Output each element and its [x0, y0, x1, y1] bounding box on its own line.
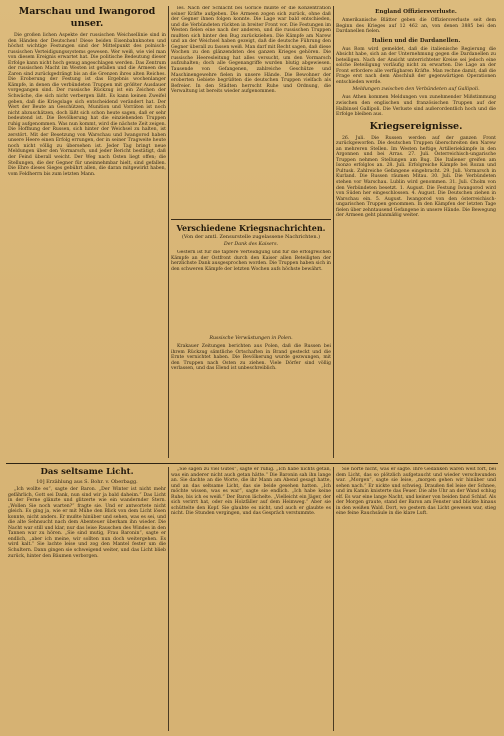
novel-byline: Erzählung aus S. Bohr. v. Oberbagg. [46, 479, 138, 485]
subhead-verwuestungen: Russische Verwüstungen in Polen. [209, 336, 293, 341]
section-subtitle: (Von der amtl. Zensurstelle zugelassene Nachrichten.) [181, 234, 321, 240]
feuilleton-rule [6, 463, 498, 464]
column-divider [168, 467, 169, 731]
article-body-italien: Aus Rom wird gemeldet, daß die italienische Regierung die Absicht habe, sich an der Unternehmung gegen die Dardanellen zu beteiligen. Nach der Ansicht unterrichteter Kreise sei jedoch eine solche Beteiligung vorläufig nicht zu erwarten. Die Lage an der Front erfordere alle verfügbaren Kräfte. Man rechne damit, daß die Frage erst nach dem Abschluß der gegenwärtigen Operationen entschieden werde. [336, 46, 496, 85]
article-body-warschau: Die großen lichen Aspekte der russischen Weichsellinie sind in den Händen der Deutschen! Diese beiden Eisenbahnknoten und höchst wichtige Festungen sind der Mittelpunkt des polnisch-russischen Verteidigungssystems gewesen. Wer weiß, wie viel man von diesem Ereignis erwartet hat. Die politische Bedeutung dieser Erfolge kann nicht hoch genug angeschlagen werden. Das Zentrum der russischen Macht im Westen ist gefallen und die Armeen des Zaren sind zurückgedrängt bis an die Grenzen ihres alten Reiches. Die Eroberung der Festung ist das Ergebnis wochenlanger Kämpfe, in denen die verbündeten Truppen mit größter Ausdauer vorgegangen sind. Der russische Rückzug ist ein Zeichen der Schwäche, die sich nicht verbergen läßt. Es kann keinen Zweifel geben, daß die Kriegslage sich entscheidend verändert hat. Der Wert der Beute an Geschützen, Munition und Vorräten ist noch nicht abzuschätzen, doch läßt sich schon heute sagen, daß er sehr bedeutend ist. Die Bevölkerung hat die einziehenden Truppen ruhig aufgenommen. Was nun kommt, wird die nächste Zeit zeigen. Die Hoffnung der Russen, sich hinter der Weichsel zu halten, ist zerstört. Mit der Besetzung von Warschau und Iwangorod haben unsere Heere einen Erfolg errungen, der in seiner Tragweite heute noch nicht völlig zu übersehen ist. Jeder Tag bringt neue Meldungen über den Vormarsch, und jeder Bericht bestätigt, daß der Feind überall weicht. Der Weg nach Osten liegt offen; die Stellungen, die der Gegner für uneinnehmbar hielt, sind gefallen. Die Ehre dieses Sieges gebührt allen, die daran mitgewirkt haben, vom Feldherrn bis zum letzten Mann. [8, 33, 166, 177]
section-title-kriegsnachrichten: Verschiedene Kriegsnachrichten. [176, 223, 326, 233]
column-divider [333, 467, 334, 731]
section-rule [171, 219, 331, 220]
article-body-gallipoli: Aus Athen kommen Meldungen von zunehmender Mißstimmung zwischen den englischen und französischen Truppen auf der Halbinsel Gallipoli. Die Verluste sind außerordentlich hoch und die Erfolge bleiben aus. [336, 95, 496, 118]
novel-subtitle [8, 479, 166, 485]
novel-title: Das seltsame Licht. [40, 467, 134, 477]
novel-text-right: Sie hörte nicht, was er sagte. Ihre Gedanken waren weit fort, bei dem Licht, das so plötzlich aufgetaucht und wieder verschwunden war. „Morgen“, sagte sie leise, „morgen gehen wir hinüber und sehen nach.“ Er nickte und schwieg. Draußen fiel leise der Schnee, und im Kamin knisterte das Feuer. Die alte Uhr an der Wand schlug elf. Es war eine lange Nacht, und keiner von beiden fand Schlaf. Als der Morgen graute, stand der Baron am Fenster und blickte hinaus in den weißen Wald. Dort, wo gestern das Licht gewesen war, stieg eine feine Rauchsäule in die klare Luft. [336, 467, 496, 517]
subhead-dank-des-kaisers: Der Dank des Kaisers. [223, 242, 279, 247]
article-title-warschau: Marschau und Iwangorod unser. [18, 6, 156, 29]
article-title-gallipoli: Meldungen zwischen den Verbündeten auf Gallipoli. [352, 87, 480, 93]
article-body-offiziersverluste: Amerikanische Blätter geben die Offiziersverluste seit dem Beginn des Krieges auf 12 462 an, von denen 3885 bei den Dardanellen fielen. [336, 18, 496, 35]
novel-text-left: „Ich wollte es“, sagte der Baron. „Der Winter ist nicht mehr gefährlich, Gott sei Dank, nun sind wir ja bald daheim.“ Das Licht in der Ferne glänzte und glitzerte wie ein wandernder Stern. „Wollen Sie noch warten?“ fragte sie. Und er antwortete nicht gleich. Es ging ja, wie er mit Mühe den Blick von dem Licht lösen konnte, nicht anders. Er mußte hinüber und sehen, was es sei, und die alte Sehnsucht nach dem Abenteuer überkam ihn wieder. Die Nacht war still und klar, nur das leise Rauschen des Windes in den Tannen war zu hören. „Sie sind mutig, Frau Baronin“, sagte er endlich, „aber ich meine, wir sollten nun doch weitergehen. Es wird kalt.“ Sie lachte leise und zog den Mantel fester um die Schultern. Dann gingen sie schweigend weiter, und das Licht blieb zurück, hinter den Bäumen verborgen. [8, 487, 166, 559]
section-title-kriegsereignisse: Kriegsereignisse. [369, 120, 463, 132]
column-middle [171, 6, 331, 461]
column-divider [333, 6, 334, 458]
column-divider [168, 6, 169, 458]
novel-right [336, 467, 496, 731]
column-left [8, 6, 166, 461]
article-title-offiziersverluste: England Offiziersverluste. [375, 9, 457, 15]
novel-instalment-number: 10] [36, 479, 45, 485]
novel-middle [171, 467, 331, 731]
column-right [336, 6, 496, 461]
article-title-italien: Italien und die Dardanellen. [371, 37, 461, 44]
novel-left [8, 467, 166, 731]
article-body-continued: les. Nach der Schlacht bei Gorlice mußte er die Konzentration seiner Kräfte aufgeben. Die Armeen zogen sich zurück, ohne daß der Gegner ihnen folgen konnte. Die Lage war bald entschieden, und die Verbündeten rückten in breiter Front vor. Die Festungen im Westen fielen eine nach der anderen, und die russischen Truppen mußten sich hinter den Bug zurückziehen. Die Kämpfe am Narew und an der Weichsel haben gezeigt, daß die deutsche Führung den Gegner überall zu fassen weiß. Man darf mit Recht sagen, daß diese Wochen zu den glänzendsten des ganzen Krieges gehören. Die russische Heeresleitung hat alles versucht, um den Vormarsch aufzuhalten; doch alle Gegenangriffe wurden blutig abgewiesen. Tausende von Gefangenen, zahlreiche Geschütze und Maschinengewehre fielen in unsere Hände. Die Bewohner der eroberten Gebiete begrüßten die deutschen Truppen vielfach als Befreier. In den Städten herrscht Ruhe und Ordnung, die Verwaltung ist bereits wieder aufgenommen. [171, 6, 331, 95]
article-body-kriegsereignisse: 26. Juli. Die Russen werden auf der ganzen Front zurückgeworfen. Die deutschen Truppen überschreiten den Narew an mehreren Stellen. Im Westen heftige Artilleriekämpfe in den Argonnen und bei Arras. 27. Juli. Österreichisch-ungarische Truppen nehmen Stellungen am Bug. Die Italiener greifen am Isonzo erfolglos an. 28. Juli. Erfolgreiche Kämpfe bei Rozan und Pultusk. Zahlreiche Gefangene eingebracht. 29. Juli. Vormarsch in Kurland. Die Russen räumen Mitau. 30. Juli. Die Verbündeten stehen vor Warschau. Lublin wird genommen. 31. Juli. Cholm von den Verbündeten besetzt. 1. August. Die Festung Iwangorod wird von Süden her eingeschlossen. 4. August. Die Deutschen ziehen in Warschau ein. 5. August. Iwangorod von den österreichisch-ungarischen Truppen genommen. In den Kämpfen der letzten Tage fielen über zehntausend Gefangene in unsere Hände. Die Bewegung der Armeen geht planmäßig weiter. [336, 135, 496, 219]
article-body-verwuestungen: Krakauer Zeitungen berichten aus Polen, daß die Russen bei ihrem Rückzug sämtliche Ortschaften in Brand gesteckt und die Ernte vernichtet haben. Die Bevölkerung wurde gezwungen, mit den Truppen nach Osten zu ziehen. Viele Dörfer sind völlig verlassen, und das Elend ist unbeschreiblich. [171, 344, 331, 372]
article-body-dank: Gestern ist für die tapfere Verteidigung und für die erfolgreichen Kämpfe an der Ostfront durch den Kaiser allen Beteiligten der herzlichste Dank ausgesprochen worden. Die Truppen haben sich in den schweren Kämpfe der letzten Wochen aufs höchste bewährt. [171, 250, 331, 272]
novel-text-middle: „Sie sagen zu viel Gutes“, sagte er ruhig. „Ich habe nichts getan, was ein anderer nicht auch getan hätte.“ Die Baronin sah ihn lange an. Sie dachte an die Worte, die ihr Mann am Abend gesagt hatte, und an das seltsame Licht, das sie beide gesehen hatten. „Ich möchte wissen, was es war“, sagte sie endlich. „Ich habe keine Ruhe, bis ich es weiß.“ Der Baron lächelte. „Vielleicht ein Jäger, der sich verirrt hat, oder ein Holzfäller auf dem Heimweg.“ Aber sie schüttelte den Kopf. Sie glaubte es nicht, und auch er glaubte es nicht. Die Stunden vergingen, und das Gespräch verstummte. [171, 467, 331, 517]
